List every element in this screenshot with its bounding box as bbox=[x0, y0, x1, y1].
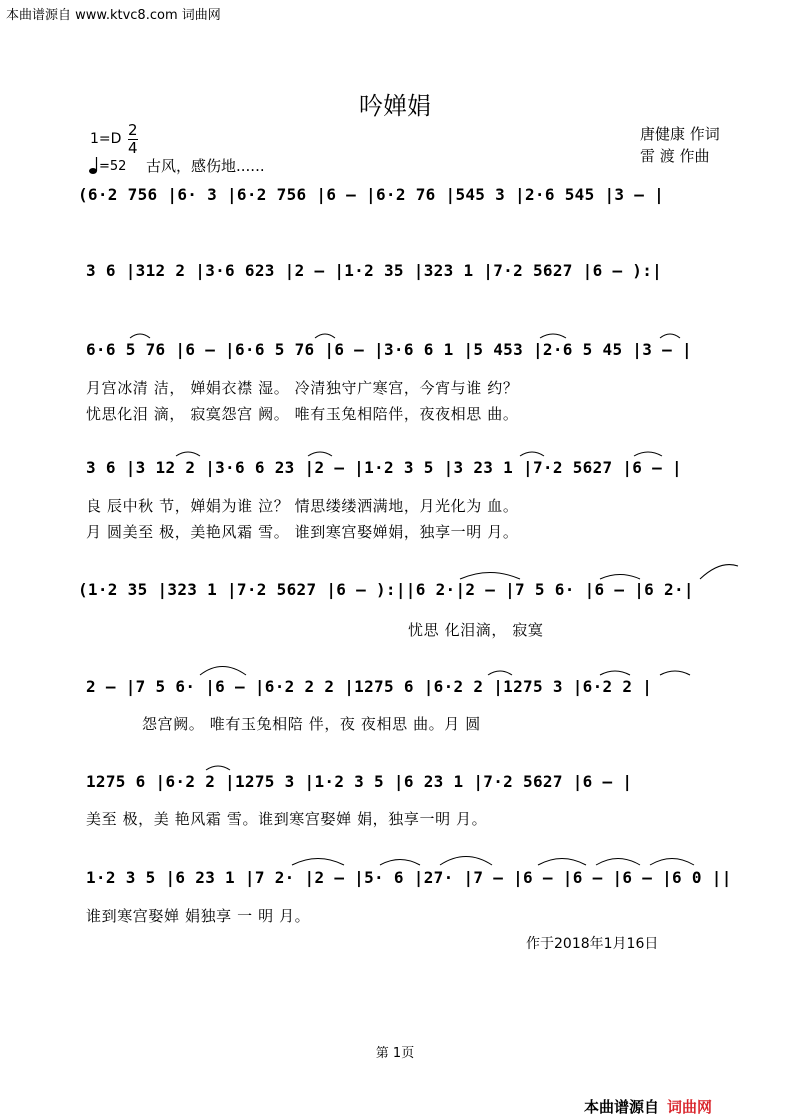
key-signature: 1=D bbox=[90, 131, 122, 147]
composition-date: 作于2018年1月16日 bbox=[526, 936, 659, 952]
score-row-4: 3 6 |3 12 2 |3·6 6 23 |2 – |1·2 3 5 |3 23 1 |7·2 5627 |6 – | bbox=[86, 458, 682, 477]
score-row-2: 3 6 |312 2 |3·6 623 |2 – |1·2 35 |323 1 |7·2 5627 |6 – ):| bbox=[86, 261, 663, 280]
lyrics-line: 谁到寒宫娶婵 娟独享 一 明 月。 bbox=[86, 907, 311, 925]
source-header: 本曲谱源自 www.ktvc8.com 词曲网 bbox=[6, 8, 221, 23]
lyricist-credit: 唐健康 作词 bbox=[640, 125, 720, 143]
lyrics-line: 月宫冰清 洁， 婵娟衣襟 湿。 冷清独守广寒宫，今宵与谁 约？ bbox=[86, 379, 519, 397]
score-row-7: 1275 6 |6·2 2 |1275 3 |1·2 3 5 |6 23 1 |7·2 5627 |6 – | bbox=[86, 772, 633, 791]
lyrics-line: 怨宫阙。 唯有玉兔相陪 伴，夜 夜相思 曲。月 圆 bbox=[142, 715, 481, 733]
lyrics-line: 良 辰中秋 节，婵娟为谁 泣？ 情思缕缕洒满地，月光化为 血。 bbox=[86, 497, 519, 515]
score-row-5: (1·2 35 |323 1 |7·2 5627 |6 – ):||6 2·|2 – |7 5 6· |6 – |6 2·| bbox=[78, 580, 694, 599]
lyrics-line: 月 圆美至 极，美艳风霜 雪。 谁到寒宫娶婵娟，独享一明 月。 bbox=[86, 523, 519, 541]
score-row-8: 1·2 3 5 |6 23 1 |7 2· |2 – |5· 6 |27· |7 – |6 – |6 – |6 – |6 0 || bbox=[86, 868, 732, 887]
score-row-6: 2 – |7 5 6· |6 – |6·2 2 2 |1275 6 |6·2 2 |1275 3 |6·2 2 | bbox=[86, 677, 653, 696]
time-signature-top: 2 bbox=[128, 121, 138, 139]
footer-source-text: 本曲谱源自 bbox=[584, 1098, 660, 1116]
page-number: 第 1页 bbox=[375, 1046, 415, 1061]
footer-source bbox=[584, 1096, 712, 1117]
composer-credit: 雷 渡 作曲 bbox=[640, 147, 710, 165]
time-signature-bottom: 4 bbox=[128, 139, 138, 157]
brand-logo-text: 词曲网 bbox=[667, 1098, 713, 1116]
song-title: 吟婵娟 bbox=[359, 92, 431, 120]
expression-marking: 古风，感伤地...... bbox=[146, 157, 265, 175]
lyrics-line: 忧思 化泪滴， 寂寞 bbox=[408, 621, 544, 639]
lyrics-line: 忧思化泪 滴， 寂寞怨宫 阙。 唯有玉兔相陪伴，夜夜相思 曲。 bbox=[86, 405, 519, 423]
tempo-marking: =52 bbox=[99, 159, 127, 174]
score-row-1: (6·2 756 |6· 3 |6·2 756 |6 – |6·2 76 |545 3 |2·6 545 |3 – | bbox=[78, 185, 665, 204]
score-row-3: 6·6 5 76 |6 – |6·6 5 76 |6 – |3·6 6 1 |5 453 |2·6 5 45 |3 – | bbox=[86, 340, 692, 359]
lyrics-line: 美至 极，美 艳风霜 雪。谁到寒宫娶婵 娟，独享一明 月。 bbox=[86, 810, 488, 828]
